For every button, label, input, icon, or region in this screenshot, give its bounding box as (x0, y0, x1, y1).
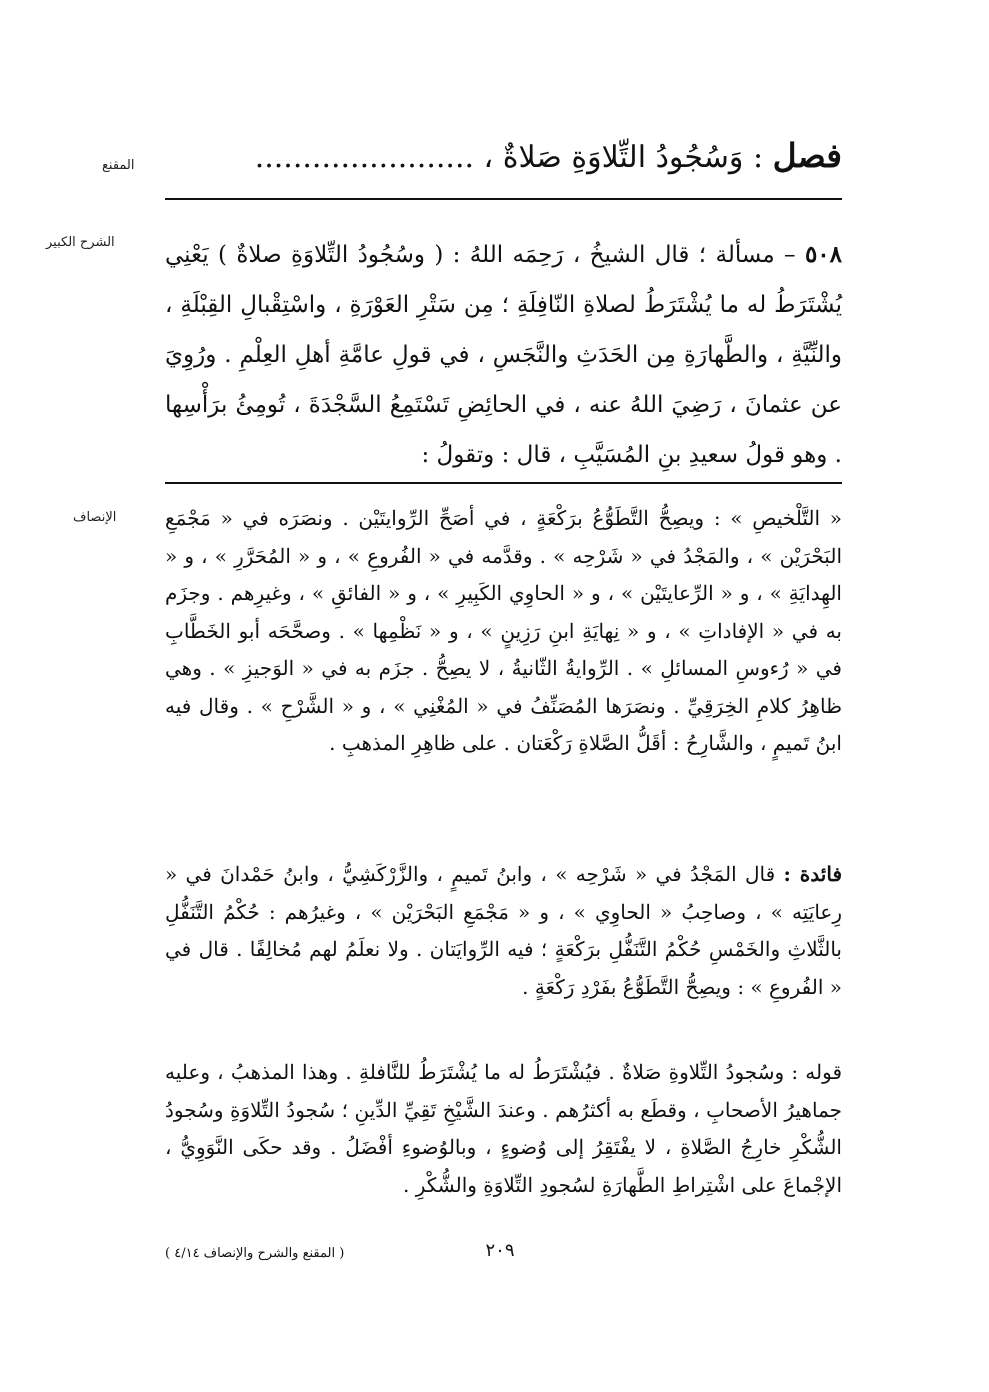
qawluh-paragraph: قوله : وسُجودُ التِّلاوةِ صَلاةٌ . فيُشْتَرَطُ له ما يُشْتَرَطُ للنَّافلةِ . وهذا المذهبُ ، وعليه جماهيرُ الأصحابِ ، وقطَع به أكثرُهم . وعندَ الشَّيْخِ تَقِيِّ الدِّينِ ؛ سُجودُ التِّلاوَةِ وسُجودُ الشُّكْرِ خارِجُ الصَّلاةِ ، لا يفْتَقِرُ إلى وُضوءٍ ، وبالوُضوءِ أفْضَلُ . وقد حكَى النَّوَوِيُّ ، الإجْماعَ على اشْتِراطِ الطَّهارَةِ لسُجودِ التِّلاوَةِ والشُّكْرِ . (165, 1060, 842, 1197)
divider-top (165, 198, 842, 200)
faida-paragraph (165, 856, 842, 1006)
faida-label: فائدة : (783, 862, 843, 886)
heading-text: : وَسُجُودُ التِّلاوَةِ صَلاةٌ ، ....................... (254, 140, 764, 175)
heading-fasl: فصل (772, 136, 842, 175)
sharh-kabir-text (165, 230, 842, 480)
page-number: ٢٠٩ (485, 1240, 515, 1261)
side-label-muqni: المقنع (102, 158, 135, 173)
faida-text: قال المَجْدُ في « شَرْحِه » ، وابنُ تَميمٍ ، والزَّرْكَشِيُّ ، وابنُ حَمْدانَ في « رِعايَتِه » ، وصاحِبُ « الحاوِي » ، و « مَجْمَعِ البَحْرَيْن » ، وغيرُهم : حُكْمُ التَّنَفُّلِ بالثَّلاثِ والخَمْسِ حُكْمُ التَّنَفُّلِ برَكْعَةٍ ؛ فيه الرِّوايَتان . ولا نعلَمُ لهم مُخالِفًا . قال في « الفُروعِ » : ويصِحُّ التَّطَوُّعُ بفَرْدِ رَكْعَةٍ . (165, 862, 842, 999)
side-label-insaf: الإنصاف (73, 510, 117, 525)
side-label-sharh-kabir: الشرح الكبير (46, 235, 115, 250)
divider-middle (165, 482, 842, 484)
issue-body: – مسألة ؛ قال الشيخُ ، رَحِمَه اللهُ : ( وسُجُودُ التِّلاوَةِ صلاةٌ ) يَعْنِي يُشْتَرَطُ له ما يُشْتَرَطُ لصلاةِ النّافِلَةِ ؛ مِن سَتْرِ العَوْرَةِ ، واسْتِقْبالِ القِبْلَةِ ، والنِّيَّةِ ، والطَّهارَةِ مِن الحَدَثِ والنَّجَسِ ، في قولِ عامَّةِ أهلِ العِلْمِ . ورُوِيَ عن عثمانَ ، رَضِيَ اللهُ عنه ، في الحائِضِ تَسْتَمِعُ السَّجْدَةَ ، تُومِئُ برَأْسِها . وهو قولُ سعيدِ بنِ المُسَيَّبِ ، قال : وتقولُ : (165, 242, 842, 468)
issue-number: ٥٠٨ (804, 241, 842, 268)
volume-reference: ( المقنع والشرح والإنصاف ٤/١٤ ) (165, 1246, 345, 1261)
insaf-text: « التَّلْخيصِ » : ويصِحُّ التَّطَوُّعُ برَكْعَةٍ ، في أصَحِّ الرِّوايتَيْن . ونصَرَه في « مَجْمَعِ البَحْرَيْن » ، والمَجْدُ في « شَرْحِه » . وقدَّمه في « الفُروعِ » ، و « المُحَرَّرِ » ، و « الهِدايَةِ » ، و « الرِّعايتَيْن » ، و « الحاوِي الكَبِيرِ » ، و « الفائقِ » ، وغيرِهم . وجزَم به في « الإفاداتِ » ، و « نِهايَةِ ابنِ رَزِينٍ » ، و « نَظْمِها » . وصحَّحَه أبو الخَطَّابِ في « رُءوسِ المسائلِ » . الرِّوايةُ الثّانيةُ ، لا يصِحُّ . جزَم به في « الوَجيزِ » . وهي ظاهِرُ كلامِ الخِرَقِيِّ . ونصَرَها المُصَنِّفُ في « المُغْنِي » ، و « الشَّرْحِ » . وقال فيه ابنُ تَميمٍ ، والشَّارِحُ : أقَلُّ الصَّلاةِ رَكْعَتان . على ظاهِرِ المذهبِ . (165, 506, 842, 755)
section-heading (165, 132, 842, 182)
